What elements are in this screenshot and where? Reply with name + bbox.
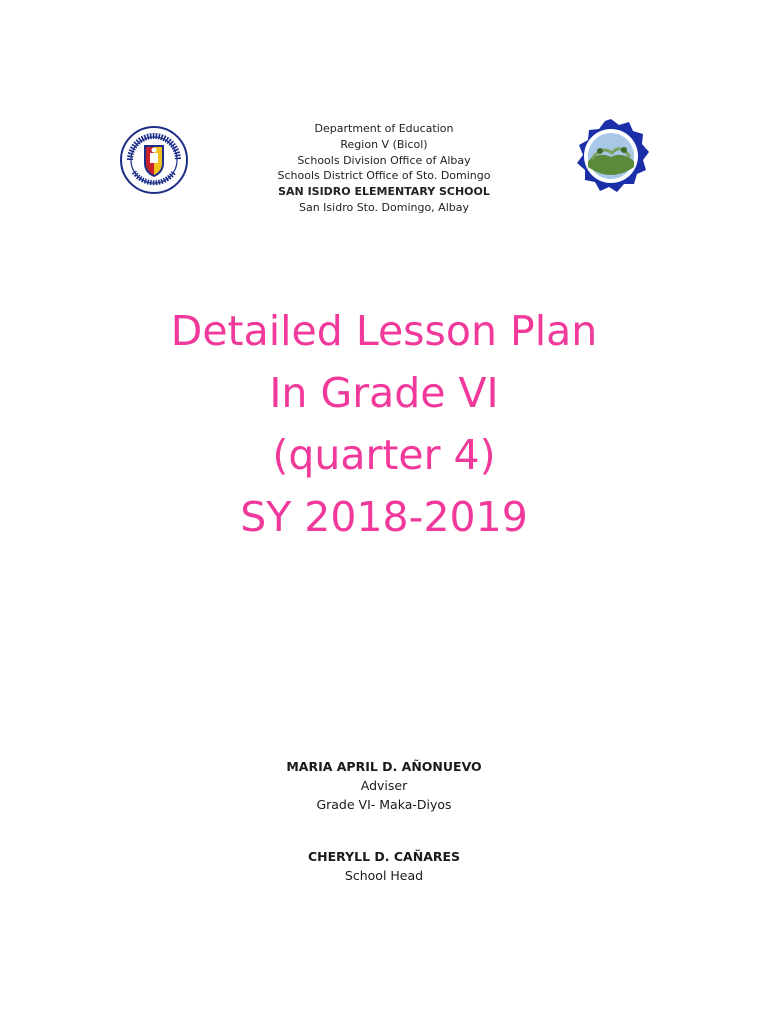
adviser-role: Adviser [360, 778, 408, 793]
school-head-role: School Head [344, 868, 424, 883]
school-name: SAN ISIDRO ELEMENTARY SCHOOL [278, 185, 490, 199]
signatories [0, 757, 768, 885]
document-title [0, 300, 768, 548]
school-header [0, 121, 768, 216]
header-line-division: Schools Division Office of Albay [297, 153, 471, 167]
school-head-name: CHERYLL D. CAÑARES [307, 849, 461, 864]
header-line-department: Department of Education [314, 122, 454, 135]
adviser-name: MARIA APRIL D. AÑONUEVO [286, 759, 482, 774]
title-line-4: SY 2018-2019 [240, 493, 528, 541]
header-line-district: Schools District Office of Sto. Domingo [277, 169, 491, 183]
title-line-2: In Grade VI [269, 369, 499, 417]
title-line-1: Detailed Lesson Plan [170, 307, 598, 355]
school-address: San Isidro Sto. Domingo, Albay [298, 200, 469, 214]
adviser-section: Grade VI- Maka-Diyos [316, 797, 452, 812]
title-line-3: (quarter 4) [272, 431, 496, 479]
header-line-region: Region V (Bicol) [340, 137, 428, 151]
